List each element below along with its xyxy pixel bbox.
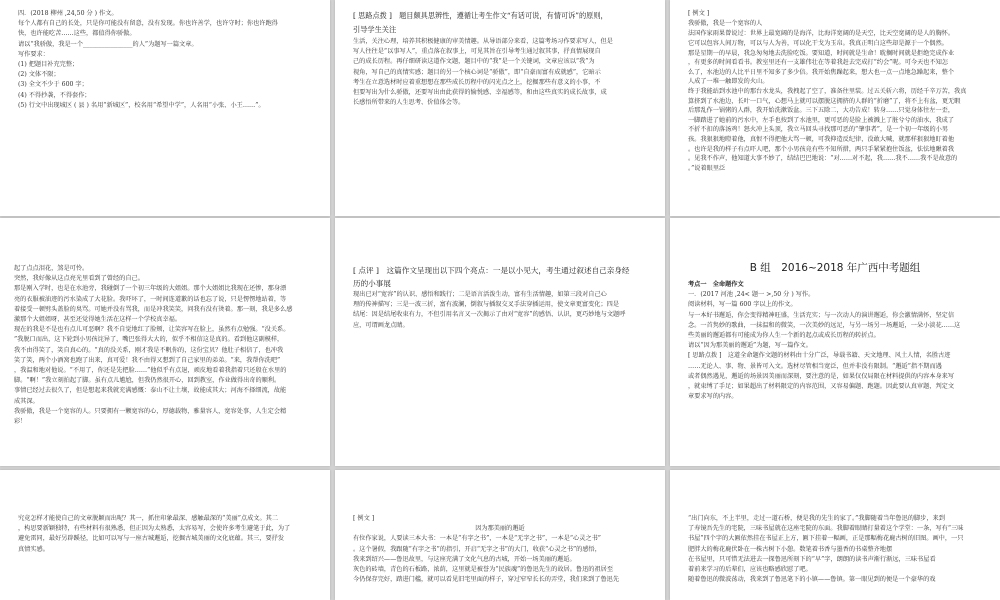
- text-line: [ 思路点拨 ] 这道全命题作文题的材料由十分广泛，导载书籍、天文地理、风土人情，名胜古迹: [688, 352, 951, 360]
- text-line: 我来到绍兴——鲁迅故里，与这座充满了文化气息的古城，开始一场美丽的邂逅。: [353, 555, 576, 563]
- document-page-1: [0, 0, 330, 216]
- text-line: 肥胖大的梅花鹿伏卧在一株古树下小憩。数笔着书香与墨香的书桌整齐地摆: [688, 545, 893, 553]
- text-line: 。也许是我的样子有点吓人吧，那个小男孩竟有些不知所措，两只手紧紧抱住饭盆，怯怯地瞅着我: [688, 145, 955, 153]
- document-page-9: [670, 470, 1000, 600]
- text-line: 现在的我是不是也有点儿可恶啊？我不自觉地红了脸颊，让笑容写在脸上，虽然有点勉强。“没关系。: [14, 326, 290, 334]
- document-page-8: [335, 470, 665, 600]
- document-page-5: [335, 218, 665, 466]
- text-line: 我不由得笑了，笑自真心的。“真的没关系，刚才我是不帆你的，这份宝贝？他肚子相信了，也冲我: [14, 346, 284, 354]
- text-line: 成其深。: [14, 397, 39, 405]
- text-line: 念。一首隽妙的歌曲，一抹温和的微笑，一次美妙的远足，与另一场另一场邂逅，一朵小淡花……这: [688, 321, 961, 329]
- text-line: 或者偶然遇见，邂逅的场景因美丽而深刻，要注意的是，如果仅仅局限在材料提供的内容本身来写: [688, 372, 955, 380]
- text-line: 终于我能站到水池中的那台水龙头，我拽起了空了，准备往里装。过五关斩六将，历经千辛万苦，我真: [688, 87, 967, 95]
- text-line: 它可以包容人间万物，可以与人为善，可以化干戈为玉帛。我真正明白这些却是源于一个偶然。: [688, 40, 948, 47]
- text-line: 一脚踏进了她前的污水中，左手也按到了水池里，更可恶的是脸上被溅上了脏兮兮的油水，我成了: [688, 116, 955, 124]
- text-line: ，有更多的时间看看书。教室里还有一支雄伟壮在等着我赶去完成打“约会”呢。可今天也不知怎: [688, 59, 949, 67]
- text-line: [ 例文 ]: [353, 515, 375, 522]
- page-lines: [18, 514, 312, 555]
- document-page-3: [670, 0, 1000, 216]
- text-line: 引导学生关注: [353, 25, 397, 34]
- document-page-4: [0, 218, 330, 466]
- text-line: 了寿镜吾先生的宅院，三味书屋就在这座宅院的东面。我脚着眼睛打量着这个学堂：一条，写有“三味: [688, 525, 964, 533]
- text-line: 因为那美丽的邂逅: [475, 525, 525, 533]
- text-line: 着接受一顿劈头盖脸的臭骂。可她并没有骂我，而是冲我笑笑，问我有没有烫着。那一刻，我是多么感: [14, 305, 293, 313]
- text-line: 每个人都有自己的长处，只是你可能没有留意，没有发现。你也许善学，也许守时；你也许跑得: [18, 20, 278, 28]
- text-line: 考点一 全命题作文: [688, 281, 744, 288]
- text-line: 考生在立意选材时应着重想想在那些成长历程中的闪光点之上，挖掘那些有意义的小事，不: [353, 78, 601, 86]
- text-line: ”我脱口而出，这下轮到小男孩诧异了，嘴巴张得大大的，似乎不相信这是真的。看到他这副模样，: [14, 336, 284, 344]
- text-line: 不折不扣的落汤鸡！怒火冲上头顶，我立马回头寻找那可恶的“肇事者”，是一个初一年级的小男: [688, 126, 949, 134]
- document-page-7: [0, 470, 330, 600]
- text-line: ，构思要新颖独特，有些材料有很熟悉，但正因为太熟悉，太容易写，会使许多考生避笔于此，为了: [18, 525, 291, 533]
- text-line: 有位作家说，人要读三本大书：一本是“有字之书”，一本是“无字之书”，一本是“心灵之书”: [353, 535, 601, 543]
- text-line: 章要求写的内容。: [688, 393, 738, 401]
- text-line: 写作要求：: [18, 50, 49, 58]
- text-line: 现出已对“宽容”的认识、感悟和践行；二是语言活泼生动，富有生活情趣，如第三段对自己心: [353, 291, 607, 298]
- text-line: 么了，水池边的人比平日里不知多了多少倍。我开始焦躁起来，想大也一点一点地急躁起来，整个: [688, 68, 955, 76]
- page-lines: [353, 264, 647, 331]
- page-lines: [688, 514, 982, 585]
- text-line: 法国作家雨果曾说过：世界上最宽阔的是海洋，比海洋宽阔的是天空，比天空宽阔的是人的胸怀。: [688, 30, 955, 38]
- text-line: 起了点点泪花，煞是可怜。: [14, 265, 89, 272]
- text-line: 些美丽的邂逅都有可能成为你人生一个新的起点或成长历程的转折点。: [688, 332, 880, 340]
- text-line: 那是星期一的早晨，我急匆匆地去洗脸吃饭。要知道，时间就是生命！耽搁时间就是拒绝完成作业: [688, 49, 955, 57]
- text-line: 算挤到了水池边，长叶一口气，心想马上就可以摆脱这拥挤的人群的“折磨”了，将不上有盆，更无暇: [688, 97, 961, 105]
- text-line: 灰色的砖墙，青色的石板路，浓荫，这里就是被誉为“民族魂”的鲁迅先生的故居。鲁迅的祖居至: [353, 566, 614, 574]
- text-line: 真情实感。: [18, 545, 49, 553]
- text-line: 应，可谓画龙点睛。: [353, 321, 409, 329]
- text-line: 亮的衣服被油迹的污水染成了大花脸。我吓坏了，一时间连道歉的话也忘了说，只是愣愣地站着，等: [14, 295, 287, 303]
- text-line: 己的成长历程。再仔细研读这道作文题，题目中的“我”是一个关键词，文章应该以“我”为: [353, 58, 595, 66]
- text-line: (2) 文体不限；: [18, 71, 60, 79]
- page-lines: [688, 260, 982, 402]
- text-line: [ 思路点拨 ] 题目颇具思辨性，遵循让考生作文“有话可说，有情可诉”的原则，: [353, 11, 608, 20]
- text-line: 视角，写自己的真情实感；题目的另一个核心词是“骄傲”，即“自豪而富有成就感”，它暗示: [353, 68, 601, 76]
- text-line: 结尾：因是结尾收束有力，不但引用名言又一次揭示了由对“宽容”的感悟、认识，更巧妙地与文题呼: [353, 311, 626, 319]
- text-line: 激那个大姐姐呀，甚至还觉得她生活在这样一个学校真幸福。: [14, 316, 182, 324]
- text-line: 彩！: [14, 418, 27, 426]
- page-lines: [14, 264, 316, 427]
- text-line: 长感悟所带来的人生思考、价值体会等。: [353, 99, 465, 107]
- text-line: 。”说着眼里泛: [688, 164, 726, 172]
- text-line: ，我温和地对他说。“不用了，你还是先把脸……”他似乎有点退，顽皮地看着我指着只还殷在水里的: [14, 367, 287, 375]
- text-line: 笑了笑，两个小酒窝也跑了出来，真可爱！我不由得又想到了自己家里的弟弟。“来，我帮你洗吧”: [14, 356, 281, 364]
- text-line: (4) 不得抄袭，不得套作；: [18, 91, 91, 99]
- text-line: 与一本好书邂逅，你会变得精神旺盛，生活充实；与一次动人的演讲邂逅，你会激情满怀，坚定信: [688, 311, 955, 319]
- text-line: 避免雷同，最好另辟蹊径，比如可以写与一座古城邂逅，挖掘古城美丽的文化底蕴。其三，要抒发: [18, 535, 285, 543]
- text-line: 写人往往是“以事写人”，重点落在叙事上，可见其旨在引导考生通过叙其事，抒真情展现自: [353, 48, 601, 56]
- text-line: 。见我不作声，他知道大事不妙了，结结巴巴地说：“对……对不起，我……我不……我不是故意的: [688, 155, 958, 163]
- text-line: B 组 2016~2018 年广西中考题组: [749, 262, 921, 274]
- text-line: 快，也许能吃苦……这些，都值得你骄傲。: [18, 30, 136, 38]
- text-line: 人成了一堆一触即发的火山。: [688, 78, 769, 86]
- text-line: 突然，我好像从这点亮光里看到了曾经的自己。: [14, 275, 144, 283]
- text-line: 事情已经过去很久了，但是想起来我就充满感慨：泰山不让土壤，故能成其大；河海不择细流，故能: [14, 387, 287, 395]
- text-line: 在书屋里，只可惜无法进去一探鲁迅所刻下的“早”字，朗朗的读书声渐行渐远，三味书屋看: [688, 555, 936, 563]
- document-page-2: [335, 0, 665, 216]
- text-line: 请以“我骄傲，我是一个________________的人”为题写一篇文章。: [18, 40, 198, 48]
- text-line: 理的传神描写；三是一波三折，富有波澜，倒叙与插叙交叉手法穿插运用，使文章更富变化；四是: [353, 301, 620, 309]
- text-line: [ 点评 ] 这篇作文呈现出以下四个亮点：一是以小见大，考生通过叙述自己亲身经: [353, 266, 630, 275]
- text-line: 但要写出为什么骄傲，还要写出由此获得的愉悦感、幸福感等，和由这些真实的成长故事，成: [353, 89, 607, 97]
- text-line: “出门向东，不上半里，走过一道石桥，便是我的先生的家了。”我脚随着当年鲁迅的脚步，来到: [688, 515, 945, 522]
- text-line: 随着鲁迅的微波荡动，我来到了鲁迅笔下的小镇——鲁镇。第一眼见到的便是一个豪华的戏: [688, 576, 936, 584]
- text-line: [ 例文 ]: [688, 10, 710, 17]
- text-line: 书屋”四个字的大匾依然挂在书屋正上方，匾下挂着一幅画，正是那幅梅花鹿古树的旧图。画中，一只: [688, 535, 964, 543]
- text-line: 着前来学习的后辈们，应该也略感欣慰了吧。: [688, 566, 812, 574]
- text-line: 历的小事展: [353, 279, 391, 288]
- document-page-6: [670, 218, 1000, 466]
- text-line: 孩。我狠狠地瞪着他，真恨不得把他大骂一顿，可我抑造反纪律，没敢大喊，就那样狠狠地盯着他: [688, 135, 955, 143]
- text-line: ……无论人、事、物、景皆可入文。选材尽管相当宽泛，但并非没有限制。“邂逅”指不期而遇: [688, 362, 942, 370]
- text-line: 我骄傲，我是一个宽容的人。只要拥有一颗宽容的心，厚德载物，雅量容人，宽容处事，人生定会精: [14, 407, 287, 415]
- text-line: 今仍保存完好，踏进门槛，就可以看见旧宅里面的样子，穿过窄窄长长的弄堂，我们来到了鲁迅先: [353, 576, 620, 584]
- text-line: (1) 把题目补充完整；: [18, 61, 79, 69]
- text-line: 后那乱作一锅粥的人群，我开始洗漱饭盆。三下五除二，大功告成！转身……只觉身体往左一歪，: [688, 107, 955, 115]
- text-line: 四．(2018 柳州 ,24,50 分 ) 作文。: [18, 10, 118, 17]
- text-line: 阅读材料，写一篇 600 字以上的作文。: [688, 301, 797, 309]
- text-line: 究竟怎样才能使自己的文章脱颖而出呢？其一，抓住印象最深、感触最深的“美丽”点成文。其二: [18, 515, 279, 522]
- text-line: 。这个暑假，我跟随“有字之书”的指引，开启“无字之书”的大门，收获“心灵之书”的感悟，: [353, 545, 601, 553]
- page-lines: [688, 9, 982, 173]
- text-line: (3) 全文不少于 600 字；: [18, 81, 88, 89]
- text-line: 脚。“啊！”我立刻拍起了脚。虽有点儿尴尬，但我仍然很开心，回到教室，作业做得出奇的顺利。: [14, 377, 281, 385]
- text-line: 请以“因为那美丽的邂逅”为题，写一篇作文。: [688, 342, 812, 350]
- page-lines: [18, 9, 312, 111]
- page-lines: [353, 9, 647, 108]
- text-line: 那是刚入学时，也是在水池旁，我碰倒了一个初三年级的大姐姐。那个大姐姐比我现在还惨，那身漂: [14, 285, 287, 293]
- text-line: 我骄傲，我是一个宽容的人: [688, 20, 763, 28]
- text-line: (5) 行文中出现城区 ( 县 ) 名用“新城区”，校名用“希望中学”，人名用“小张、小王……”。: [18, 101, 265, 109]
- text-line: ，就束缚了手足；如果超出了材料限定的内容范围，又容易偏题、跑题。因此要认真审题，判定文: [688, 383, 955, 391]
- text-line: 一．(2017 河池 ,24< 题一 >,50 分 ) 写作。: [688, 291, 815, 299]
- text-line: 生活，关注心理，培养其积极健康的审美情趣。从导语部分来看，这篇考场习作要求写人，但是: [353, 38, 613, 45]
- page-lines: [353, 514, 647, 585]
